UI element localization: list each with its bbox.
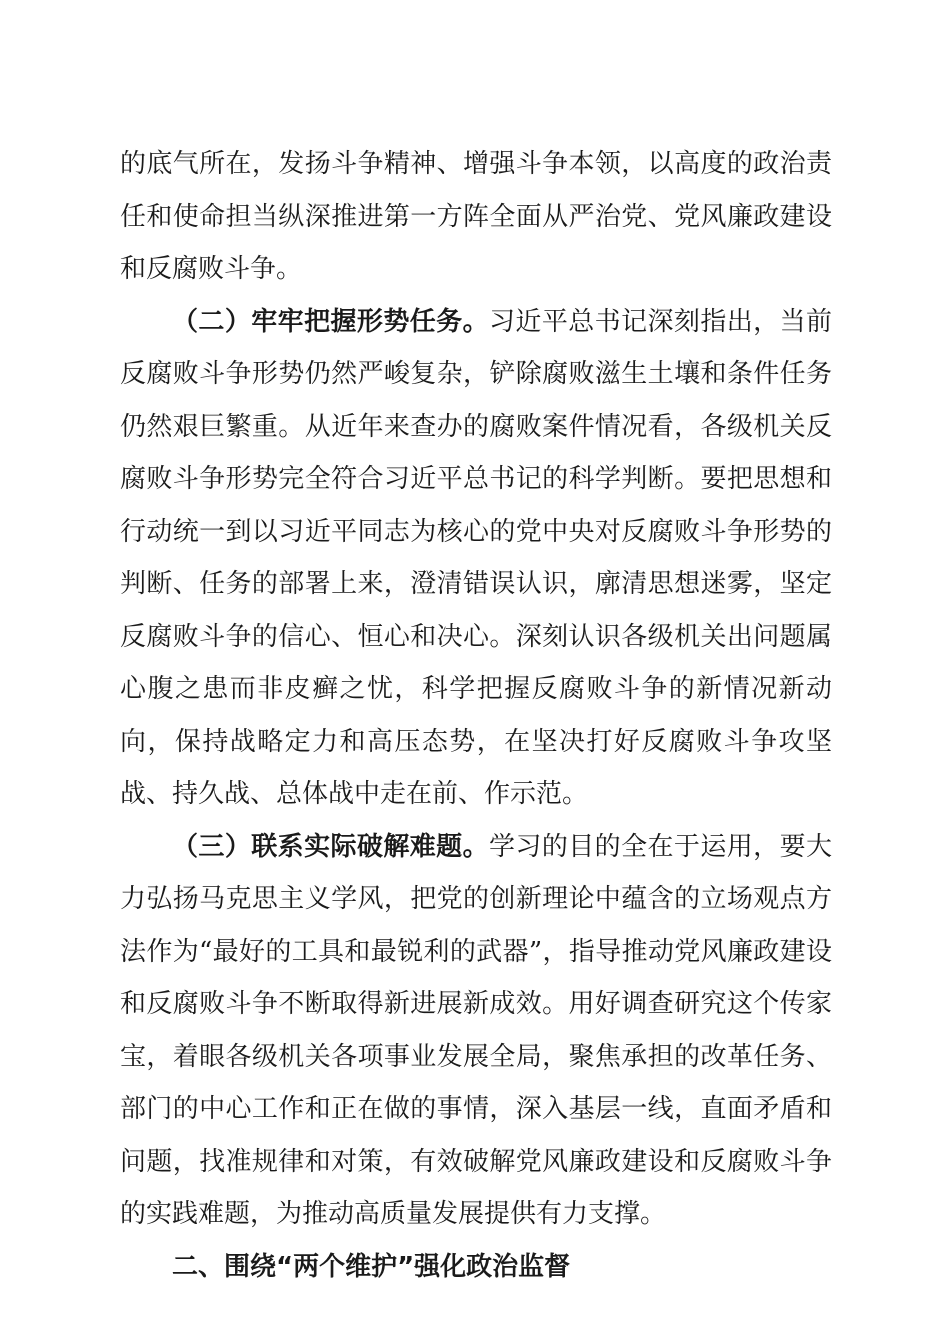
paragraph-lead-situation-tasks: （二）牢牢把握形势任务。 (172, 306, 489, 337)
document-body (120, 138, 832, 1293)
paragraph-body-situation-tasks: 习近平总书记深刻指出，当前反腐败斗争形势仍然严峻复杂，铲除腐败滋生土壤和条件任务仍然艰巨繁重。从近年来查办的腐败案件情况看，各级机关反腐败斗争形势完全符合习近平总书记的科学判断。要把思想和行动统一到以习近平同志为核心的党中央对反腐败斗争形势的判断、任务的部署上来，澄清错误认识，廓清思想迷雾，坚定反腐败斗争的信心、恒心和决心。深刻认识各级机关出问题属心腹之患而非皮癣之忧，科学把握反腐败斗争的新情况新动向，保持战略定力和高压态势，在坚决打好反腐败斗争攻坚战、持久战、总体战中走在前、作示范。 (120, 306, 832, 809)
paragraph-continuation: 的底气所在，发扬斗争精神、增强斗争本领，以高度的政治责任和使命担当纵深推进第一方阵全面从严治党、党风廉政建设和反腐败斗争。 (120, 149, 832, 284)
paragraph-situation-tasks (120, 296, 832, 821)
section-heading: 二、围绕“两个维护”强化政治监督 (172, 1251, 571, 1282)
paragraph-lead-solve-problems: （三）联系实际破解难题。 (172, 831, 489, 862)
paragraph-body-solve-problems: 学习的目的全在于运用，要大力弘扬马克思主义学风，把党的创新理论中蕴含的立场观点方法作为“最好的工具和最锐利的武器”，指导推动党风廉政建设和反腐败斗争不断取得新进展新成效。用好调查研究这个传家宝，着眼各级机关各项事业发展全局，聚焦承担的改革任务、部门的中心工作和正在做的事情，深入基层一线，直面矛盾和问题，找准规律和对策，有效破解党风廉政建设和反腐败斗争的实践难题，为推动高质量发展提供有力支撑。 (120, 831, 832, 1229)
paragraph-solve-problems (120, 821, 832, 1241)
